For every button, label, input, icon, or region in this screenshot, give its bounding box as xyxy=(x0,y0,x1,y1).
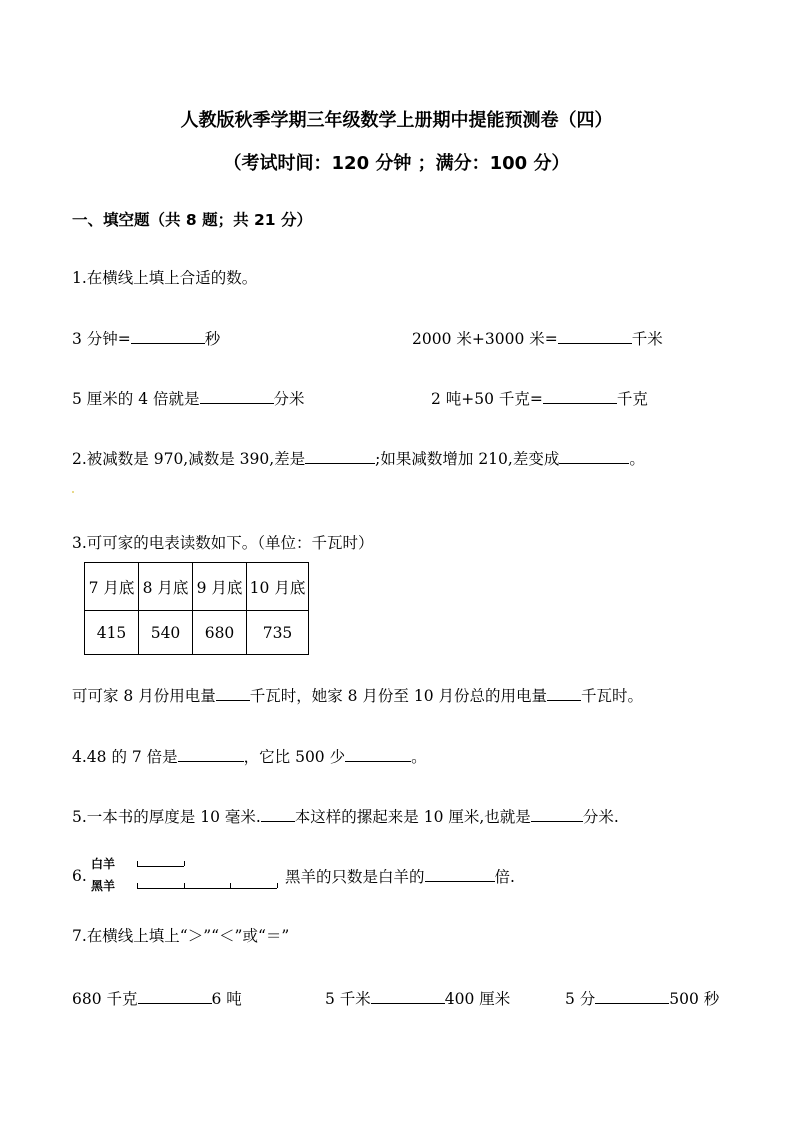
answer-blank[interactable] xyxy=(261,806,295,822)
white-sheep-label: 白羊 xyxy=(91,857,116,871)
question-3-followup xyxy=(72,685,643,706)
item-text: 2000 米+3000 米= xyxy=(412,330,558,348)
item-unit: 千米 xyxy=(631,330,663,348)
item-text: 500 秒 xyxy=(669,990,720,1008)
meter-reading-table xyxy=(84,562,309,655)
black-sheep-label: 黑羊 xyxy=(91,879,116,893)
item-text: 6 吨 xyxy=(211,990,242,1008)
question-2 xyxy=(72,448,645,469)
table-value-cell: 415 xyxy=(85,611,139,655)
item-text: 5 千米 xyxy=(325,990,371,1008)
question-5 xyxy=(72,806,619,827)
answer-blank[interactable] xyxy=(178,746,244,762)
question-6-number: 6. xyxy=(72,867,87,885)
question-1-item-2 xyxy=(412,328,663,349)
answer-blank[interactable] xyxy=(138,988,212,1004)
item-text: 3 分钟= xyxy=(72,330,131,348)
question-6-text xyxy=(285,866,515,887)
answer-blank[interactable] xyxy=(425,866,495,882)
stray-mark xyxy=(72,491,74,493)
question-text: 5.一本书的厚度是 10 毫米. xyxy=(72,808,261,826)
question-text: 千瓦时。 xyxy=(581,687,644,705)
table-value-cell: 735 xyxy=(247,611,309,655)
section-heading: 一、填空题（共 8 题；共 21 分） xyxy=(72,211,312,229)
question-7-item-1 xyxy=(72,988,242,1009)
question-text: ，它比 500 少 xyxy=(243,748,346,766)
item-text: 5 分 xyxy=(565,990,596,1008)
answer-blank[interactable] xyxy=(216,685,250,701)
table-header-cell: 9 月底 xyxy=(193,563,247,611)
item-unit: 秒 xyxy=(204,330,221,348)
table-value-cell: 540 xyxy=(139,611,193,655)
answer-blank[interactable] xyxy=(547,685,581,701)
question-1-prompt: 1.在横线上填上合适的数。 xyxy=(72,269,258,287)
answer-blank[interactable] xyxy=(200,388,274,404)
item-unit: 千克 xyxy=(616,390,648,408)
answer-blank[interactable] xyxy=(558,328,632,344)
table-header-cell: 10 月底 xyxy=(247,563,309,611)
question-1-item-4 xyxy=(431,388,648,409)
question-4 xyxy=(72,746,427,767)
question-text: 可可家 8 月份用电量 xyxy=(72,687,216,705)
question-7-item-2 xyxy=(325,988,510,1009)
answer-blank[interactable] xyxy=(345,746,411,762)
item-unit: 分米 xyxy=(273,390,305,408)
table-header-cell: 8 月底 xyxy=(139,563,193,611)
question-text: 黑羊的只数是白羊的 xyxy=(285,868,425,886)
question-text: 。 xyxy=(629,450,645,468)
answer-blank[interactable] xyxy=(543,388,617,404)
answer-blank[interactable] xyxy=(531,806,583,822)
answer-blank[interactable] xyxy=(131,328,205,344)
question-1-item-3 xyxy=(72,388,305,409)
table-header-cell: 7 月底 xyxy=(85,563,139,611)
answer-blank[interactable] xyxy=(371,988,445,1004)
question-3-prompt: 3.可可家的电表读数如下。（单位：千瓦时） xyxy=(72,534,374,552)
answer-blank[interactable] xyxy=(559,448,629,464)
exam-info: （考试时间：120 分钟 ；满分：100 分） xyxy=(223,153,570,174)
table-value-cell: 680 xyxy=(193,611,247,655)
question-text: 千瓦时，她家 8 月份至 10 月份总的用电量 xyxy=(249,687,548,705)
question-text: 本这样的摞起来是 10 厘米,也就是 xyxy=(294,808,531,826)
question-1-item-1 xyxy=(72,328,220,349)
answer-blank[interactable] xyxy=(595,988,669,1004)
question-text: 分米. xyxy=(582,808,619,826)
item-text: 5 厘米的 4 倍就是 xyxy=(72,390,200,408)
item-text: 400 厘米 xyxy=(444,990,511,1008)
question-7-item-3 xyxy=(565,988,719,1009)
item-text: 680 千克 xyxy=(72,990,138,1008)
question-text: ;如果减数增加 210,差变成 xyxy=(375,450,560,468)
question-text: 2.被减数是 970,减数是 390,差是 xyxy=(72,450,306,468)
question-text: 。 xyxy=(411,748,427,766)
question-7-prompt: 7.在横线上填上“＞”“＜”或“＝” xyxy=(72,927,290,945)
page-title: 人教版秋季学期三年级数学上册期中提能预测卷（四） xyxy=(180,110,613,131)
answer-blank[interactable] xyxy=(305,448,375,464)
item-text: 2 吨+50 千克= xyxy=(431,390,543,408)
question-text: 倍. xyxy=(494,868,515,886)
question-text: 4.48 的 7 倍是 xyxy=(72,748,178,766)
